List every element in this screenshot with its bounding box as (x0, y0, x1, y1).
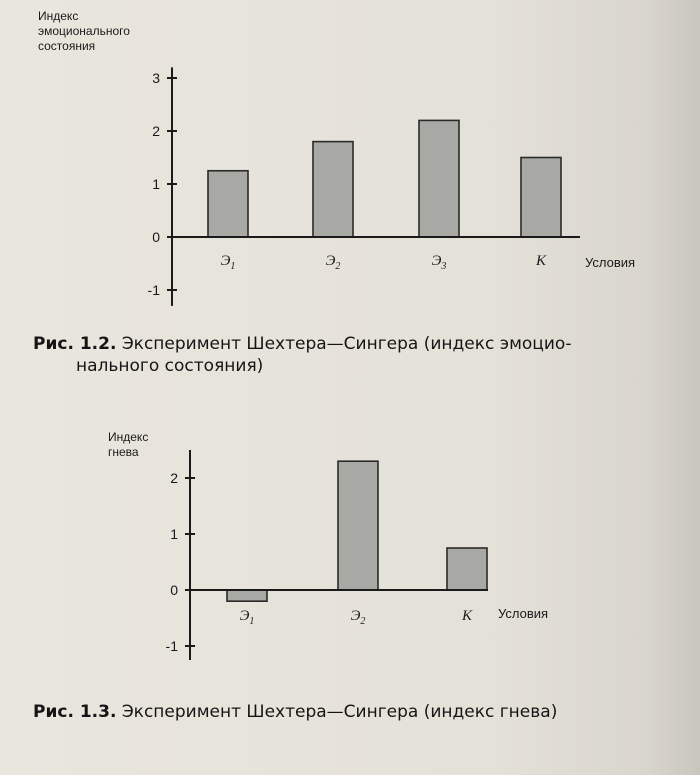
x-axis-label: Условия (498, 606, 549, 621)
caption-text: Эксперимент Шехтера—Сингера (индекс гнева) (121, 702, 558, 722)
y-axis-label-line: эмоционального (38, 24, 130, 38)
bar (447, 548, 487, 590)
category-label: $Э_2$ (350, 608, 366, 627)
caption-label: Рис. 1.2. (33, 334, 117, 354)
y-tick-label: 1 (152, 176, 160, 192)
category-label: $Э_1$ (239, 608, 255, 627)
y-axis-label-line: Индекс (38, 9, 79, 23)
category-label: К (462, 608, 472, 624)
x-axis-label: Условия (585, 255, 636, 270)
category-label: $Э_3$ (431, 253, 447, 272)
category-label: $Э_2$ (325, 253, 341, 272)
bar (227, 590, 267, 601)
category-label: К (536, 253, 546, 269)
y-axis-label-line: Индекс (108, 430, 149, 444)
caption-text-line2: нального состояния) (76, 356, 264, 376)
figure-caption-1-3 (33, 701, 673, 723)
y-tick-label: 2 (152, 123, 160, 139)
y-tick-label: 0 (152, 229, 160, 245)
caption-text-line1: Эксперимент Шехтера—Сингера (индекс эмоцио- (121, 334, 572, 354)
caption-label: Рис. 1.3. (33, 702, 117, 722)
bar (338, 461, 378, 590)
y-tick-label: 1 (170, 526, 178, 542)
y-tick-label: -1 (165, 638, 178, 654)
y-axis-label-line: состояния (38, 39, 96, 53)
y-tick-label: 3 (152, 70, 160, 86)
category-label: $Э_1$ (220, 253, 236, 272)
y-axis-label-line: гнева (108, 445, 139, 459)
y-tick-label: 2 (170, 470, 178, 486)
y-tick-label: -1 (147, 282, 160, 298)
y-tick-label: 0 (170, 582, 178, 598)
